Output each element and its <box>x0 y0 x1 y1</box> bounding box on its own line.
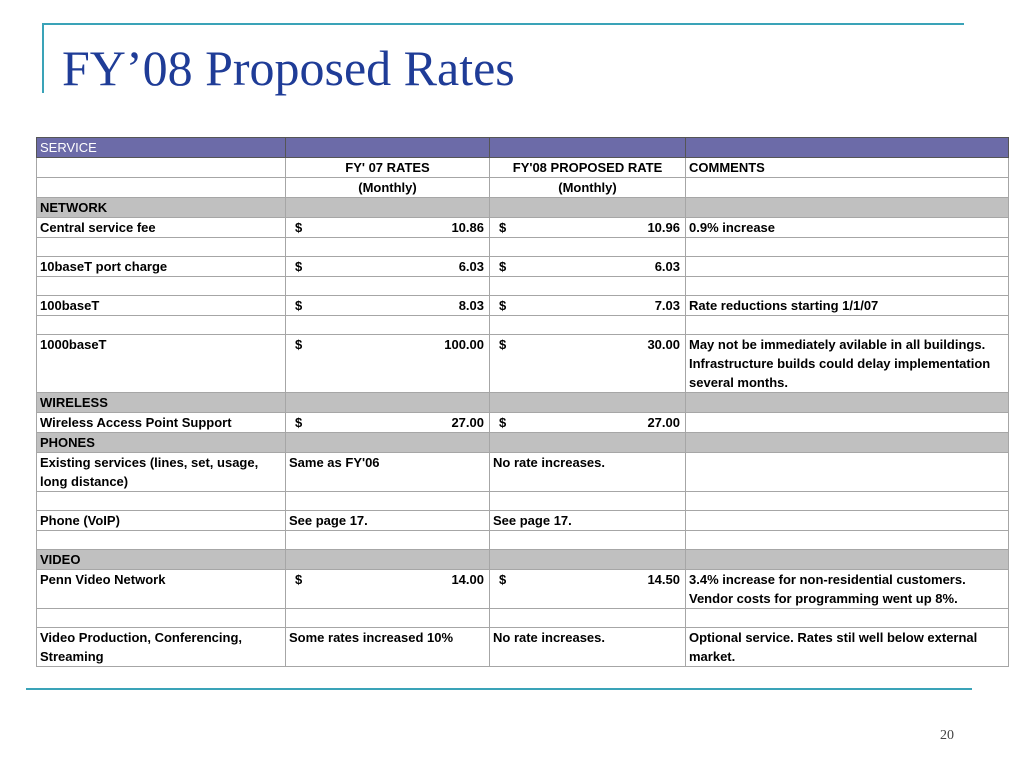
currency-symbol: $ <box>295 220 303 235</box>
spacer-row <box>37 492 1009 511</box>
fy07-rate-cell <box>286 257 490 277</box>
slide-title: FY’08 Proposed Rates <box>62 40 515 96</box>
spacer-cell <box>286 238 490 257</box>
spacer-cell <box>490 238 686 257</box>
spacer-cell <box>686 238 1009 257</box>
fy08-rate-cell <box>490 218 686 238</box>
fy08-rate <box>493 296 682 315</box>
section-fill <box>490 393 686 413</box>
title-top-rule <box>42 23 964 25</box>
column-subheader-fy07: (Monthly) <box>286 178 490 198</box>
column-header-row <box>37 158 1009 178</box>
fy07-rate-text: Some rates increased 10% <box>286 628 490 667</box>
section-fill <box>490 550 686 570</box>
spacer-cell <box>286 609 490 628</box>
column-subheader-row <box>37 178 1009 198</box>
footer-rule <box>26 688 972 690</box>
spacer-cell <box>490 492 686 511</box>
spacer-row <box>37 277 1009 296</box>
currency-symbol: $ <box>499 220 507 235</box>
section-fill <box>490 433 686 453</box>
fy08-rate-cell <box>490 296 686 316</box>
fy07-rate-cell <box>286 570 490 609</box>
spacer-cell <box>286 277 490 296</box>
service-name: 100baseT <box>37 296 286 316</box>
service-name: 10baseT port charge <box>37 257 286 277</box>
fy08-rate-text: No rate increases. <box>490 453 686 492</box>
spacer-cell <box>37 492 286 511</box>
service-header-fill <box>490 138 686 158</box>
fy07-rate-value: 27.00 <box>451 415 484 430</box>
service-header-row <box>37 138 1009 158</box>
section-row <box>37 393 1009 413</box>
section-row <box>37 433 1009 453</box>
rate-rows <box>37 198 1009 667</box>
service-name: Wireless Access Point Support <box>37 413 286 433</box>
fy08-rate-text: See page 17. <box>490 511 686 531</box>
column-subheader-fy08: (Monthly) <box>490 178 686 198</box>
column-subheader-empty <box>686 178 1009 198</box>
fy08-rate-value: 6.03 <box>654 259 680 274</box>
table-row <box>37 413 1009 433</box>
table-row <box>37 570 1009 609</box>
spacer-cell <box>490 609 686 628</box>
section-fill <box>286 198 490 218</box>
section-fill <box>286 393 490 413</box>
fy07-rate-text: See page 17. <box>286 511 490 531</box>
spacer-cell <box>686 609 1009 628</box>
fy07-rate <box>289 296 486 315</box>
service-name: Phone (VoIP) <box>37 511 286 531</box>
fy08-rate <box>493 335 682 354</box>
spacer-cell <box>37 609 286 628</box>
fy07-rate <box>289 218 486 237</box>
column-header-comments: COMMENTS <box>686 158 1009 178</box>
spacer-cell <box>37 277 286 296</box>
spacer-row <box>37 531 1009 550</box>
spacer-cell <box>490 531 686 550</box>
fy08-rate-value: 7.03 <box>654 298 680 313</box>
currency-symbol: $ <box>295 337 303 352</box>
currency-symbol: $ <box>499 337 507 352</box>
section-fill <box>286 433 490 453</box>
service-name: 1000baseT <box>37 335 286 393</box>
service-name: Existing services (lines, set, usage, long distance) <box>37 453 286 492</box>
fy07-rate-value: 14.00 <box>451 572 484 587</box>
section-row <box>37 550 1009 570</box>
fy07-rate <box>289 257 486 276</box>
fy07-rate-value: 100.00 <box>444 337 484 352</box>
fy08-rate-value: 14.50 <box>647 572 680 587</box>
comments-cell <box>686 413 1009 433</box>
column-header-empty <box>37 158 286 178</box>
fy07-rate-cell <box>286 296 490 316</box>
comments-cell: 3.4% increase for non-residential customers. Vendor costs for programming went up 8%. <box>686 570 1009 609</box>
spacer-cell <box>286 316 490 335</box>
fy07-rate-value: 8.03 <box>458 298 484 313</box>
column-header-fy07: FY' 07 RATES <box>286 158 490 178</box>
spacer-row <box>37 609 1009 628</box>
section-fill <box>490 198 686 218</box>
table-row <box>37 335 1009 393</box>
spacer-row <box>37 316 1009 335</box>
fy07-rate-cell <box>286 335 490 393</box>
spacer-cell <box>37 316 286 335</box>
fy07-rate-value: 10.86 <box>451 220 484 235</box>
column-subheader-empty <box>37 178 286 198</box>
section-fill <box>286 550 490 570</box>
currency-symbol: $ <box>499 298 507 313</box>
section-fill <box>686 393 1009 413</box>
currency-symbol: $ <box>295 298 303 313</box>
rates-table <box>36 137 1009 667</box>
spacer-cell <box>37 531 286 550</box>
section-label: PHONES <box>37 433 286 453</box>
service-header-fill <box>286 138 490 158</box>
spacer-cell <box>686 492 1009 511</box>
section-fill <box>686 550 1009 570</box>
spacer-cell <box>286 531 490 550</box>
table-row <box>37 257 1009 277</box>
fy08-rate <box>493 257 682 276</box>
fy08-rate-value: 10.96 <box>647 220 680 235</box>
fy08-rate <box>493 570 682 589</box>
table-row <box>37 628 1009 667</box>
fy07-rate <box>289 335 486 354</box>
page-number: 20 <box>940 728 954 743</box>
section-label: WIRELESS <box>37 393 286 413</box>
currency-symbol: $ <box>499 259 507 274</box>
section-label: VIDEO <box>37 550 286 570</box>
currency-symbol: $ <box>295 572 303 587</box>
fy08-rate-value: 27.00 <box>647 415 680 430</box>
comments-cell: Rate reductions starting 1/1/07 <box>686 296 1009 316</box>
service-name: Video Production, Conferencing, Streaming <box>37 628 286 667</box>
comments-cell <box>686 453 1009 492</box>
comments-cell <box>686 257 1009 277</box>
fy07-rate <box>289 413 486 432</box>
column-header-fy08: FY'08 PROPOSED RATE <box>490 158 686 178</box>
table-row <box>37 511 1009 531</box>
fy07-rate-cell <box>286 218 490 238</box>
spacer-cell <box>686 316 1009 335</box>
fy08-rate-text: No rate increases. <box>490 628 686 667</box>
fy08-rate-value: 30.00 <box>647 337 680 352</box>
fy08-rate <box>493 413 682 432</box>
spacer-cell <box>686 531 1009 550</box>
service-header-label: SERVICE <box>37 138 286 158</box>
fy08-rate-cell <box>490 335 686 393</box>
section-fill <box>686 198 1009 218</box>
section-row <box>37 198 1009 218</box>
fy07-rate-cell <box>286 413 490 433</box>
comments-cell: 0.9% increase <box>686 218 1009 238</box>
comments-cell <box>686 511 1009 531</box>
spacer-cell <box>37 238 286 257</box>
fy07-rate-text: Same as FY'06 <box>286 453 490 492</box>
comments-cell: May not be immediately avilable in all buildings. Infrastructure builds could delay implementation several months. <box>686 335 1009 393</box>
section-label: NETWORK <box>37 198 286 218</box>
comments-cell: Optional service. Rates stil well below external market. <box>686 628 1009 667</box>
currency-symbol: $ <box>499 415 507 430</box>
service-name: Central service fee <box>37 218 286 238</box>
table-row <box>37 453 1009 492</box>
fy07-rate <box>289 570 486 589</box>
fy08-rate <box>493 218 682 237</box>
fy08-rate-cell <box>490 570 686 609</box>
service-name: Penn Video Network <box>37 570 286 609</box>
spacer-row <box>37 238 1009 257</box>
spacer-cell <box>490 316 686 335</box>
table-row <box>37 218 1009 238</box>
service-header-fill <box>686 138 1009 158</box>
spacer-cell <box>286 492 490 511</box>
title-left-rule <box>42 23 44 93</box>
fy07-rate-value: 6.03 <box>458 259 484 274</box>
fy08-rate-cell <box>490 257 686 277</box>
section-fill <box>686 433 1009 453</box>
spacer-cell <box>686 277 1009 296</box>
spacer-cell <box>490 277 686 296</box>
fy08-rate-cell <box>490 413 686 433</box>
currency-symbol: $ <box>295 259 303 274</box>
table-row <box>37 296 1009 316</box>
currency-symbol: $ <box>499 572 507 587</box>
currency-symbol: $ <box>295 415 303 430</box>
